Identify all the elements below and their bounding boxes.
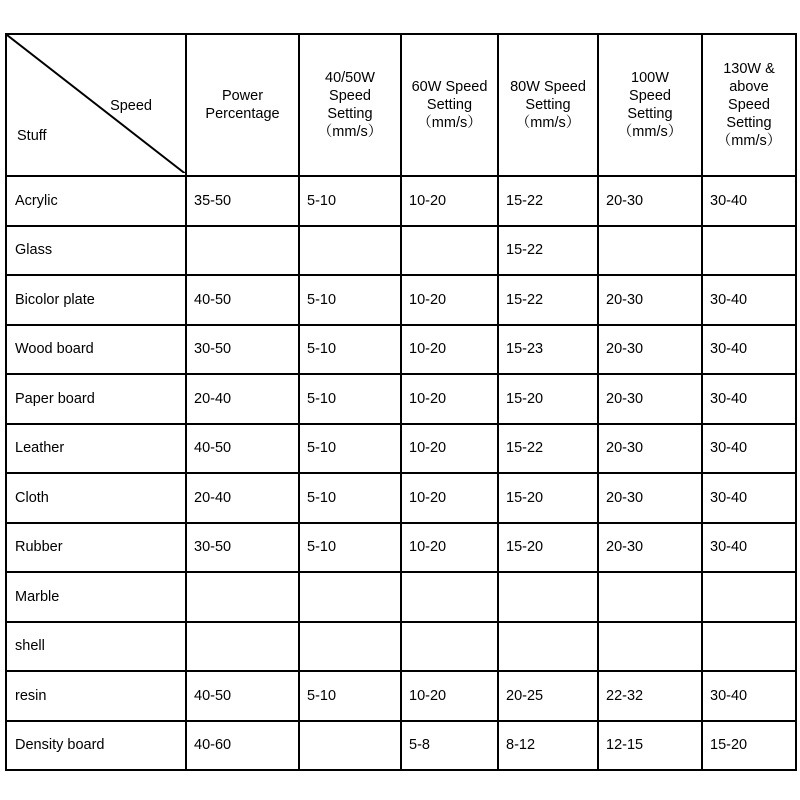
material-name-cell: Bicolor plate — [6, 275, 186, 325]
material-name-cell: Paper board — [6, 374, 186, 424]
value-cell: 20-40 — [186, 374, 299, 424]
header-cell-text: Power Percentage — [205, 87, 280, 122]
value-cell — [299, 572, 401, 622]
value-cell — [401, 622, 498, 672]
value-cell — [598, 572, 702, 622]
header-row-label: Stuff — [17, 127, 47, 144]
header-cell-130w — [702, 34, 796, 176]
value-cell — [299, 226, 401, 276]
header-cell-power-percentage — [186, 34, 299, 176]
header-cell-40-50w — [299, 34, 401, 176]
value-cell: 30-40 — [702, 523, 796, 573]
value-cell: 30-50 — [186, 523, 299, 573]
table-header-row — [6, 34, 796, 176]
value-cell: 20-25 — [498, 671, 598, 721]
value-cell: 30-40 — [702, 424, 796, 474]
table-row — [6, 622, 796, 672]
table-row — [6, 473, 796, 523]
value-cell: 15-23 — [498, 325, 598, 375]
material-name-cell: Wood board — [6, 325, 186, 375]
value-cell — [186, 226, 299, 276]
value-cell: 20-30 — [598, 473, 702, 523]
value-cell: 20-30 — [598, 275, 702, 325]
value-cell: 10-20 — [401, 176, 498, 226]
value-cell — [299, 622, 401, 672]
table-row — [6, 523, 796, 573]
value-cell — [702, 572, 796, 622]
value-cell: 20-30 — [598, 176, 702, 226]
header-corner-cell — [6, 34, 186, 176]
value-cell: 15-20 — [498, 473, 598, 523]
value-cell — [299, 721, 401, 771]
material-name-cell: Marble — [6, 572, 186, 622]
table-row — [6, 176, 796, 226]
value-cell: 5-10 — [299, 176, 401, 226]
value-cell: 40-60 — [186, 721, 299, 771]
value-cell: 22-32 — [598, 671, 702, 721]
header-col-label: Speed — [110, 98, 152, 114]
value-cell: 15-22 — [498, 176, 598, 226]
value-cell: 5-10 — [299, 275, 401, 325]
value-cell: 30-40 — [702, 176, 796, 226]
value-cell: 30-40 — [702, 325, 796, 375]
value-cell: 20-30 — [598, 523, 702, 573]
header-cell-100w — [598, 34, 702, 176]
value-cell: 30-50 — [186, 325, 299, 375]
header-cell-text: 40/50W Speed Setting （mm/s） — [317, 69, 383, 141]
value-cell: 40-50 — [186, 671, 299, 721]
value-cell: 40-50 — [186, 424, 299, 474]
header-cell-80w — [498, 34, 598, 176]
material-name-cell: Glass — [6, 226, 186, 276]
material-name-cell: Cloth — [6, 473, 186, 523]
value-cell: 15-20 — [498, 523, 598, 573]
table-row — [6, 424, 796, 474]
value-cell — [401, 226, 498, 276]
value-cell: 30-40 — [702, 671, 796, 721]
value-cell: 5-10 — [299, 424, 401, 474]
value-cell: 12-15 — [598, 721, 702, 771]
value-cell: 5-10 — [299, 473, 401, 523]
material-name-cell: Acrylic — [6, 176, 186, 226]
value-cell — [702, 226, 796, 276]
value-cell: 10-20 — [401, 325, 498, 375]
table-row — [6, 275, 796, 325]
value-cell: 20-30 — [598, 325, 702, 375]
value-cell — [401, 572, 498, 622]
material-name-cell: Rubber — [6, 523, 186, 573]
table-row — [6, 671, 796, 721]
table-row — [6, 226, 796, 276]
value-cell: 15-22 — [498, 226, 598, 276]
material-name-cell: Leather — [6, 424, 186, 474]
header-cell-text: 80W Speed Setting （mm/s） — [510, 78, 586, 132]
value-cell: 10-20 — [401, 374, 498, 424]
value-cell: 30-40 — [702, 374, 796, 424]
value-cell — [186, 622, 299, 672]
header-cell-text: 60W Speed Setting （mm/s） — [411, 78, 488, 132]
value-cell: 8-12 — [498, 721, 598, 771]
value-cell: 20-30 — [598, 424, 702, 474]
value-cell: 20-40 — [186, 473, 299, 523]
value-cell: 10-20 — [401, 671, 498, 721]
header-cell-text: 130W & above Speed Setting （mm/s） — [716, 60, 782, 150]
value-cell — [186, 572, 299, 622]
value-cell — [702, 622, 796, 672]
value-cell: 10-20 — [401, 275, 498, 325]
value-cell: 15-22 — [498, 424, 598, 474]
value-cell: 5-10 — [299, 671, 401, 721]
value-cell: 15-20 — [702, 721, 796, 771]
value-cell — [598, 622, 702, 672]
value-cell: 5-10 — [299, 523, 401, 573]
value-cell: 5-8 — [401, 721, 498, 771]
value-cell: 15-20 — [498, 374, 598, 424]
table-row — [6, 721, 796, 771]
material-name-cell: resin — [6, 671, 186, 721]
value-cell — [498, 622, 598, 672]
header-cell-60w — [401, 34, 498, 176]
table-row — [6, 374, 796, 424]
value-cell — [598, 226, 702, 276]
laser-parameter-table — [5, 33, 797, 771]
value-cell: 5-10 — [299, 325, 401, 375]
value-cell: 30-40 — [702, 473, 796, 523]
value-cell: 10-20 — [401, 424, 498, 474]
table-row — [6, 325, 796, 375]
value-cell: 5-10 — [299, 374, 401, 424]
value-cell: 15-22 — [498, 275, 598, 325]
value-cell — [498, 572, 598, 622]
value-cell: 35-50 — [186, 176, 299, 226]
diagonal-divider-icon — [7, 35, 185, 173]
table-row — [6, 572, 796, 622]
value-cell: 10-20 — [401, 473, 498, 523]
material-name-cell: shell — [6, 622, 186, 672]
value-cell: 10-20 — [401, 523, 498, 573]
header-cell-text: 100W Speed Setting （mm/s） — [617, 69, 683, 141]
value-cell: 40-50 — [186, 275, 299, 325]
material-name-cell: Density board — [6, 721, 186, 771]
value-cell: 30-40 — [702, 275, 796, 325]
value-cell: 20-30 — [598, 374, 702, 424]
